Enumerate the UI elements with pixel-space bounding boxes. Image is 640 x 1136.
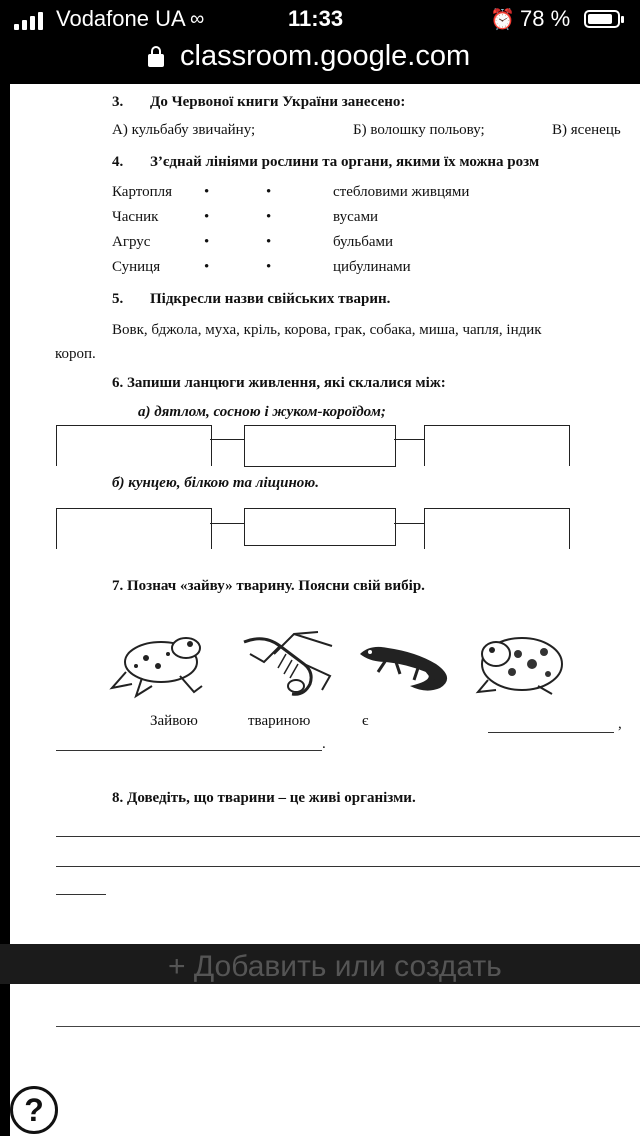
answer-line [56, 866, 640, 867]
toad-icon [468, 624, 568, 698]
q3-option-b: Б) волошку польову; [353, 122, 485, 138]
signal-icon [14, 12, 43, 30]
chain-box [56, 508, 212, 549]
q6-part-b: б) кунцею, білкою та ліщиною. [112, 475, 319, 491]
link-icon: ∞ [190, 8, 205, 30]
q7-word-1: Зайвою [150, 713, 198, 729]
battery-icon [584, 10, 620, 28]
q7-word-2: твариною [248, 713, 311, 729]
chain-box [244, 508, 396, 546]
status-bar [0, 0, 640, 40]
q4-plant: Часник [112, 209, 159, 225]
q3-option-c: В) ясенець [552, 122, 621, 138]
q3-option-a: А) кульбабу звичайну; [112, 122, 256, 138]
classroom-action-bar [0, 944, 640, 984]
q6-text: 6. Запиши ланцюги живлення, які склалися між: [112, 375, 446, 391]
alarm-icon: ⏰ [490, 9, 515, 31]
answer-line [488, 732, 614, 733]
lock-icon [148, 54, 164, 67]
q5-text: Підкресли назви свійських тварин. [150, 291, 391, 307]
q7-text: 7. Познач «зайву» тварину. Поясни свій вибір. [112, 578, 425, 594]
answer-line [56, 750, 322, 751]
chain-box [56, 425, 212, 466]
q5-animals-line2: короп. [55, 346, 96, 362]
q4-organ: бульбами [333, 234, 394, 250]
q4-text: З’єднай лініями рослини та органи, якими їх можна розм [150, 154, 540, 170]
q3-text: До Червоної книги України занесено: [150, 94, 406, 110]
q5-number: 5. [112, 291, 124, 307]
add-or-create-button[interactable]: + Добавить или создать [168, 950, 502, 983]
newt-icon [356, 630, 466, 696]
q4-organ: вусами [333, 209, 379, 225]
divider-line [56, 1026, 640, 1027]
q4-plant: Суниця [112, 259, 161, 275]
q4-bullet-right: • [266, 184, 272, 200]
q4-bullet-left: • [204, 184, 210, 200]
worksheet-page [10, 84, 640, 944]
chain-link [394, 439, 424, 440]
answer-line [56, 894, 106, 895]
q4-bullet-right: • [266, 209, 272, 225]
comment-area [10, 984, 640, 1136]
crayfish-icon [234, 624, 344, 704]
q7-period: . [322, 736, 326, 752]
chain-link [210, 523, 244, 524]
url-text[interactable]: classroom.google.com [180, 40, 471, 72]
chain-box [244, 425, 396, 467]
address-bar[interactable] [0, 40, 640, 84]
q4-bullet-left: • [204, 259, 210, 275]
chain-link [394, 523, 424, 524]
q7-word-3: є [362, 713, 369, 729]
chain-box [424, 425, 570, 466]
battery-percent: 78 % [520, 6, 571, 31]
carrier-name: Vodafone UA [56, 6, 186, 31]
q4-bullet-left: • [204, 209, 210, 225]
q4-number: 4. [112, 154, 124, 170]
q4-bullet-left: • [204, 234, 210, 250]
q8-text: 8. Доведіть, що тварини – це живі організми. [112, 790, 416, 806]
clock: 11:33 [288, 6, 344, 31]
chain-box [424, 508, 570, 549]
q4-bullet-right: • [266, 259, 272, 275]
help-button[interactable]: ? [10, 1086, 58, 1134]
q4-plant: Агрус [112, 234, 151, 250]
chain-link [210, 439, 244, 440]
frog-icon [106, 622, 216, 702]
q4-organ: цибулинами [333, 259, 411, 275]
q7-comma: , [618, 716, 622, 732]
answer-line [56, 836, 640, 837]
q4-bullet-right: • [266, 234, 272, 250]
q6-part-a: а) дятлом, сосною і жуком-короїдом; [138, 404, 386, 420]
q3-number: 3. [112, 94, 124, 110]
q4-organ: стебловими живцями [333, 184, 470, 200]
q5-animals-line1: Вовк, бджола, муха, кріль, корова, грак, собака, миша, чапля, індик [112, 322, 542, 338]
q4-plant: Картопля [112, 184, 173, 200]
